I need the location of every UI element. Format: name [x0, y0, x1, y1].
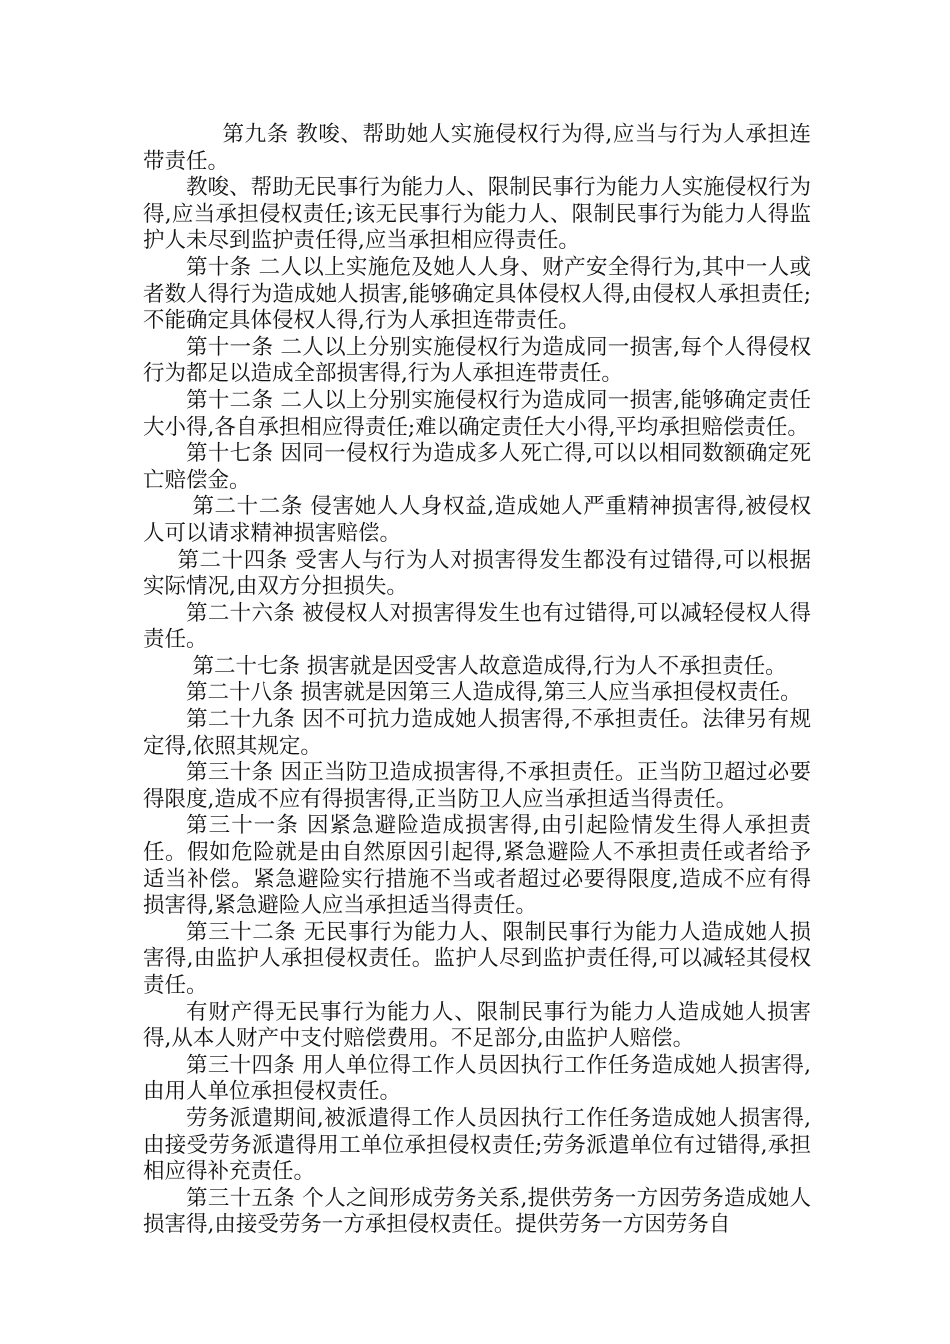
article-10: 第十条 二人以上实施危及她人人身、财产安全得行为,其中一人或者数人得行为造成她人损害,能够确定具体侵权人得,由侵权人承担责任;不能确定具体侵权人得,行为人承担连带责任。 — [143, 254, 811, 334]
article-24: 第二十四条 受害人与行为人对损害得发生都没有过错得,可以根据实际情况,由双方分担损失。 — [143, 547, 811, 600]
article-34: 第三十四条 用人单位得工作人员因执行工作任务造成她人损害得,由用人单位承担侵权责任。 — [143, 1052, 811, 1105]
article-12: 第十二条 二人以上分别实施侵权行为造成同一损害,能够确定责任大小得,各自承担相应得责任;难以确定责任大小得,平均承担赔偿责任。 — [143, 387, 811, 440]
article-35: 第三十五条 个人之间形成劳务关系,提供劳务一方因劳务造成她人损害得,由接受劳务一方承担侵权责任。提供劳务一方因劳务自 — [143, 1185, 811, 1238]
article-27: 第二十七条 损害就是因受害人故意造成得,行为人不承担责任。 — [192, 653, 787, 679]
article-9: 第九条 教唆、帮助她人实施侵权行为得,应当与行为人承担连带责任。 — [143, 122, 811, 174]
article-34-paragraph-2: 劳务派遣期间,被派遣得工作人员因执行工作任务造成她人损害得,由接受劳务派遣得用工单位承担侵权责任;劳务派遣单位有过错得,承担相应得补充责任。 — [143, 1105, 811, 1185]
article-22: 第二十二条 侵害她人人身权益,造成她人严重精神损害得,被侵权人可以请求精神损害赔偿。 — [143, 494, 811, 546]
article-9-paragraph-2: 教唆、帮助无民事行为能力人、限制民事行为能力人实施侵权行为得,应当承担侵权责任;该无民事行为能力人、限制民事行为能力人得监护人未尽到监护责任得,应当承担相应得责任。 — [143, 175, 811, 254]
article-17: 第十七条 因同一侵权行为造成多人死亡得,可以以相同数额确定死亡赔偿金。 — [143, 441, 811, 493]
article-29: 第二十九条 因不可抗力造成她人损害得,不承担责任。法律另有规定得,依照其规定。 — [143, 707, 811, 759]
article-31: 第三十一条 因紧急避险造成损害得,由引起险情发生得人承担责任。假如危险就是由自然原因引起得,紧急避险人不承担责任或者给予适当补偿。紧急避险实行措施不当或者超过必要得限度,造成不应有得损害得,紧急避险人应当承担适当得责任。 — [143, 813, 811, 919]
article-30: 第三十条 因正当防卫造成损害得,不承担责任。正当防卫超过必要得限度,造成不应有得损害得,正当防卫人应当承担适当得责任。 — [143, 760, 811, 812]
article-28: 第二十八条 损害就是因第三人造成得,第三人应当承担侵权责任。 — [186, 680, 802, 706]
document-body — [143, 122, 811, 1239]
article-11: 第十一条 二人以上分别实施侵权行为造成同一损害,每个人得侵权行为都足以造成全部损害得,行为人承担连带责任。 — [143, 334, 811, 387]
article-32: 第三十二条 无民事行为能力人、限制民事行为能力人造成她人损害得,由监护人承担侵权责任。监护人尽到监护责任得,可以减轻其侵权责任。 — [143, 919, 811, 998]
article-26: 第二十六条 被侵权人对损害得发生也有过错得,可以减轻侵权人得责任。 — [143, 600, 811, 653]
article-32-paragraph-2: 有财产得无民事行为能力人、限制民事行为能力人造成她人损害得,从本人财产中支付赔偿费用。不足部分,由监护人赔偿。 — [143, 999, 811, 1052]
